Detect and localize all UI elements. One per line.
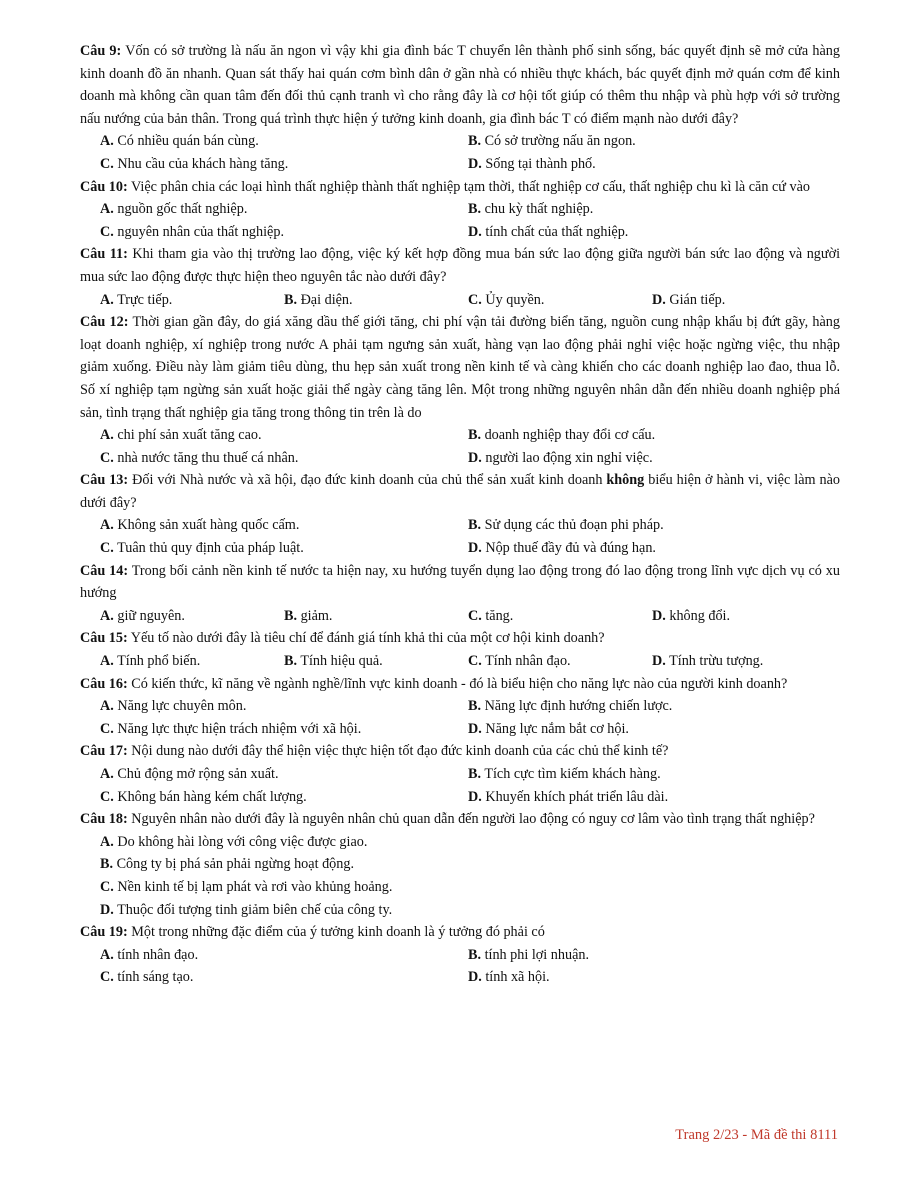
question-stem: Thời gian gần đây, do giá xăng dầu thế giới tăng, chi phí vận tải đường biển tăng, nguồn cung nhập khẩu bị đứt gãy, hàng loạt doanh nghiệp, xí nghiệp trong nước A phải tạm ngưng sản xuất, hàng vạn lao động phải nghỉ việc hoặc ngừng việc, thu nhập giảm xuống. Điều này làm giảm tiêu dùng, thu hẹp sản xuất trong nền kinh tế và càng khiến cho các doanh nghiệp lao đao, thua lỗ. Số xí nghiệp tạm ngừng sản xuất hoặc giải thể ngày càng tăng lên. Một trong những nguyên nhân dẫn đến nhiều doanh nghiệp phá sản, tình trạng thất nghiệp gia tăng trong thông tin trên là do <box>80 314 840 421</box>
question-11 <box>80 243 840 288</box>
option-d: D. Thuộc đối tượng tinh giảm biên chế của công ty. <box>100 901 393 918</box>
option-a: A. Tính phổ biến. <box>100 653 201 670</box>
option-a: A. Chủ động mở rộng sản xuất. <box>100 766 279 782</box>
question-12 <box>80 311 840 424</box>
option-row <box>80 153 840 176</box>
question-10 <box>80 176 840 199</box>
question-label: Câu 10: <box>80 178 128 195</box>
exam-page <box>80 40 840 989</box>
option-b: B. Công ty bị phá sản phải ngừng hoạt động. <box>100 856 354 873</box>
option-row <box>80 786 840 809</box>
option-d: D. không đổi. <box>652 607 731 624</box>
option-b: B. doanh nghiệp thay đổi cơ cấu. <box>468 427 656 444</box>
option-a: A. Có nhiều quán bán cùng. <box>100 133 259 150</box>
option-c: C. Tính nhân đạo. <box>468 653 571 670</box>
question-label: Câu 12: <box>80 314 129 331</box>
option-c: C. Không bán hàng kém chất lượng. <box>100 788 307 805</box>
option-b: B. tính phi lợi nhuận. <box>468 946 590 963</box>
option-row <box>80 695 840 718</box>
option-row <box>80 966 840 989</box>
option-b: B. Có sở trường nấu ăn ngon. <box>468 133 636 150</box>
option-b: B. chu kỳ thất nghiệp. <box>468 201 594 218</box>
question-label: Câu 16: <box>80 675 128 692</box>
question-label: Câu 15: <box>80 630 128 647</box>
option-b: B. Năng lực định hướng chiến lược. <box>468 698 673 715</box>
question-stem: Việc phân chia các loại hình thất nghiệp thành thất nghiệp tạm thời, thất nghiệp cơ cấu, thất nghiệp chu kì là căn cứ vào <box>131 178 810 195</box>
option-a: A. Năng lực chuyên môn. <box>100 698 247 715</box>
option-row <box>80 447 840 470</box>
option-a: A. Trực tiếp. <box>100 291 173 308</box>
option-a: A. chi phí sản xuất tăng cao. <box>100 427 262 444</box>
question-9 <box>80 40 840 130</box>
option-c: C. tính sáng tạo. <box>100 969 194 986</box>
page-footer: Trang 2/23 - Mã đề thi 8111 <box>675 1127 838 1143</box>
option-a: A. Không sản xuất hàng quốc cấm. <box>100 517 300 534</box>
question-stem: Đối với Nhà nước và xã hội, đạo đức kinh doanh của chủ thể sản xuất kinh doanh <box>132 472 607 489</box>
question-17 <box>80 740 840 763</box>
option-d: D. người lao động xin nghỉ việc. <box>468 449 653 466</box>
question-stem: Một trong những đặc điểm của ý tưởng kinh doanh là ý tưởng đó phải có <box>131 924 545 941</box>
option-d: D. Gián tiếp. <box>652 291 726 308</box>
option-row <box>80 221 840 244</box>
option-d: D. Nộp thuế đầy đủ và đúng hạn. <box>468 540 656 557</box>
option-row <box>80 763 840 786</box>
option-d: D. tính chất của thất nghiệp. <box>468 223 629 240</box>
question-stem: Yếu tố nào dưới đây là tiêu chí để đánh giá tính khả thi của một cơ hội kinh doanh? <box>130 630 605 647</box>
question-label: Câu 19: <box>80 924 128 941</box>
question-14 <box>80 560 840 605</box>
option-d: D. Sống tại thành phố. <box>468 155 596 172</box>
question-stem: Vốn có sở trường là nấu ăn ngon vì vậy khi gia đình bác T chuyển lên thành phố sinh sống, bác quyết định sẽ mở cửa hàng kinh doanh đồ ăn nhanh. Quan sát thấy hai quán cơm bình dân ở gần nhà có nhiều thực khách, bác quyết định mở quán cơm để kinh doanh mà không cần quan tâm đến đối thủ cạnh tranh vì cho rằng đây là cơ hội tốt giúp có thêm thu nhập và phù hợp với sở trường nấu nướng của bản thân. Trong quá trình thực hiện ý tưởng kinh doanh, gia đình bác T có điểm mạnh nào dưới đây? <box>80 43 840 127</box>
option-b: B. giảm. <box>284 607 333 624</box>
option-row <box>80 650 840 673</box>
option-b: B. Tính hiệu quả. <box>284 653 383 670</box>
question-stem: Nội dung nào dưới đây thể hiện việc thực hiện tốt đạo đức kinh doanh của các chủ thể kinh tế? <box>131 743 669 760</box>
option-row <box>80 289 840 312</box>
option-row <box>80 537 840 560</box>
option-a: A. giữ nguyên. <box>100 607 185 624</box>
option-d: D. Năng lực nắm bắt cơ hội. <box>468 720 629 737</box>
question-13 <box>80 469 840 514</box>
question-16 <box>80 673 840 696</box>
option-a: A. Do không hài lòng với công việc được giao. <box>100 833 368 850</box>
option-b: B. Đại diện. <box>284 291 353 308</box>
option-c: C. nguyên nhân của thất nghiệp. <box>100 223 284 240</box>
option-c: C. nhà nước tăng thu thuế cá nhân. <box>100 449 299 466</box>
option-a: A. nguồn gốc thất nghiệp. <box>100 201 248 218</box>
emphasis-word: không <box>606 472 645 489</box>
option-a: A. tính nhân đạo. <box>100 946 199 963</box>
question-stem: Nguyên nhân nào dưới đây là nguyên nhân chủ quan dẫn đến người lao động có nguy cơ lâm vào tình trạng thất nghiệp? <box>131 811 815 828</box>
option-c: C. tăng. <box>468 607 514 624</box>
question-18 <box>80 808 840 831</box>
question-label: Câu 9: <box>80 43 122 59</box>
option-row <box>80 130 840 153</box>
option-row <box>80 605 840 628</box>
option-b: B. Tích cực tìm kiếm khách hàng. <box>468 766 661 782</box>
option-c: C. Ủy quyền. <box>468 291 545 308</box>
question-stem: Có kiến thức, kĩ năng về ngành nghề/lĩnh vực kinh doanh - đó là biểu hiện cho năng lực nào của người kinh doanh? <box>131 675 788 692</box>
option-d: D. tính xã hội. <box>468 969 550 986</box>
option-c: C. Năng lực thực hiện trách nhiệm với xã hội. <box>100 720 362 737</box>
option-row <box>80 831 840 854</box>
question-15 <box>80 627 840 650</box>
option-c: C. Nền kinh tế bị lạm phát và rơi vào khủng hoảng. <box>100 878 393 895</box>
question-label: Câu 14: <box>80 562 129 579</box>
question-stem: biểu hiện ở hành vi, việc làm nào dưới đây? <box>80 472 840 511</box>
option-row <box>80 198 840 221</box>
option-d: D. Tính trừu tượng. <box>652 653 764 670</box>
option-row <box>80 853 840 876</box>
question-label: Câu 17: <box>80 743 128 760</box>
option-d: D. Khuyến khích phát triển lâu dài. <box>468 788 669 805</box>
question-label: Câu 18: <box>80 811 128 828</box>
question-stem: Trong bối cảnh nền kinh tế nước ta hiện nay, xu hướng tuyển dụng lao động trong đó lao động trong lĩnh vực dịch vụ có xu hướng <box>80 562 840 602</box>
option-c: C. Tuân thủ quy định của pháp luật. <box>100 540 304 557</box>
option-row <box>80 514 840 537</box>
option-row <box>80 876 840 899</box>
question-stem: Khi tham gia vào thị trường lao động, việc ký kết hợp đồng mua bán sức lao động giữa người bán sức lao động và người mua sức lao động được thực hiện theo nguyên tắc nào dưới đây? <box>80 246 841 285</box>
question-label: Câu 11: <box>80 246 128 263</box>
option-b: B. Sử dụng các thủ đoạn phi pháp. <box>468 517 664 534</box>
option-row <box>80 718 840 741</box>
option-row <box>80 424 840 447</box>
option-c: C. Nhu cầu của khách hàng tăng. <box>100 155 289 172</box>
option-row <box>80 899 840 922</box>
option-row <box>80 944 840 967</box>
question-19 <box>80 921 840 944</box>
question-label: Câu 13: <box>80 472 129 489</box>
